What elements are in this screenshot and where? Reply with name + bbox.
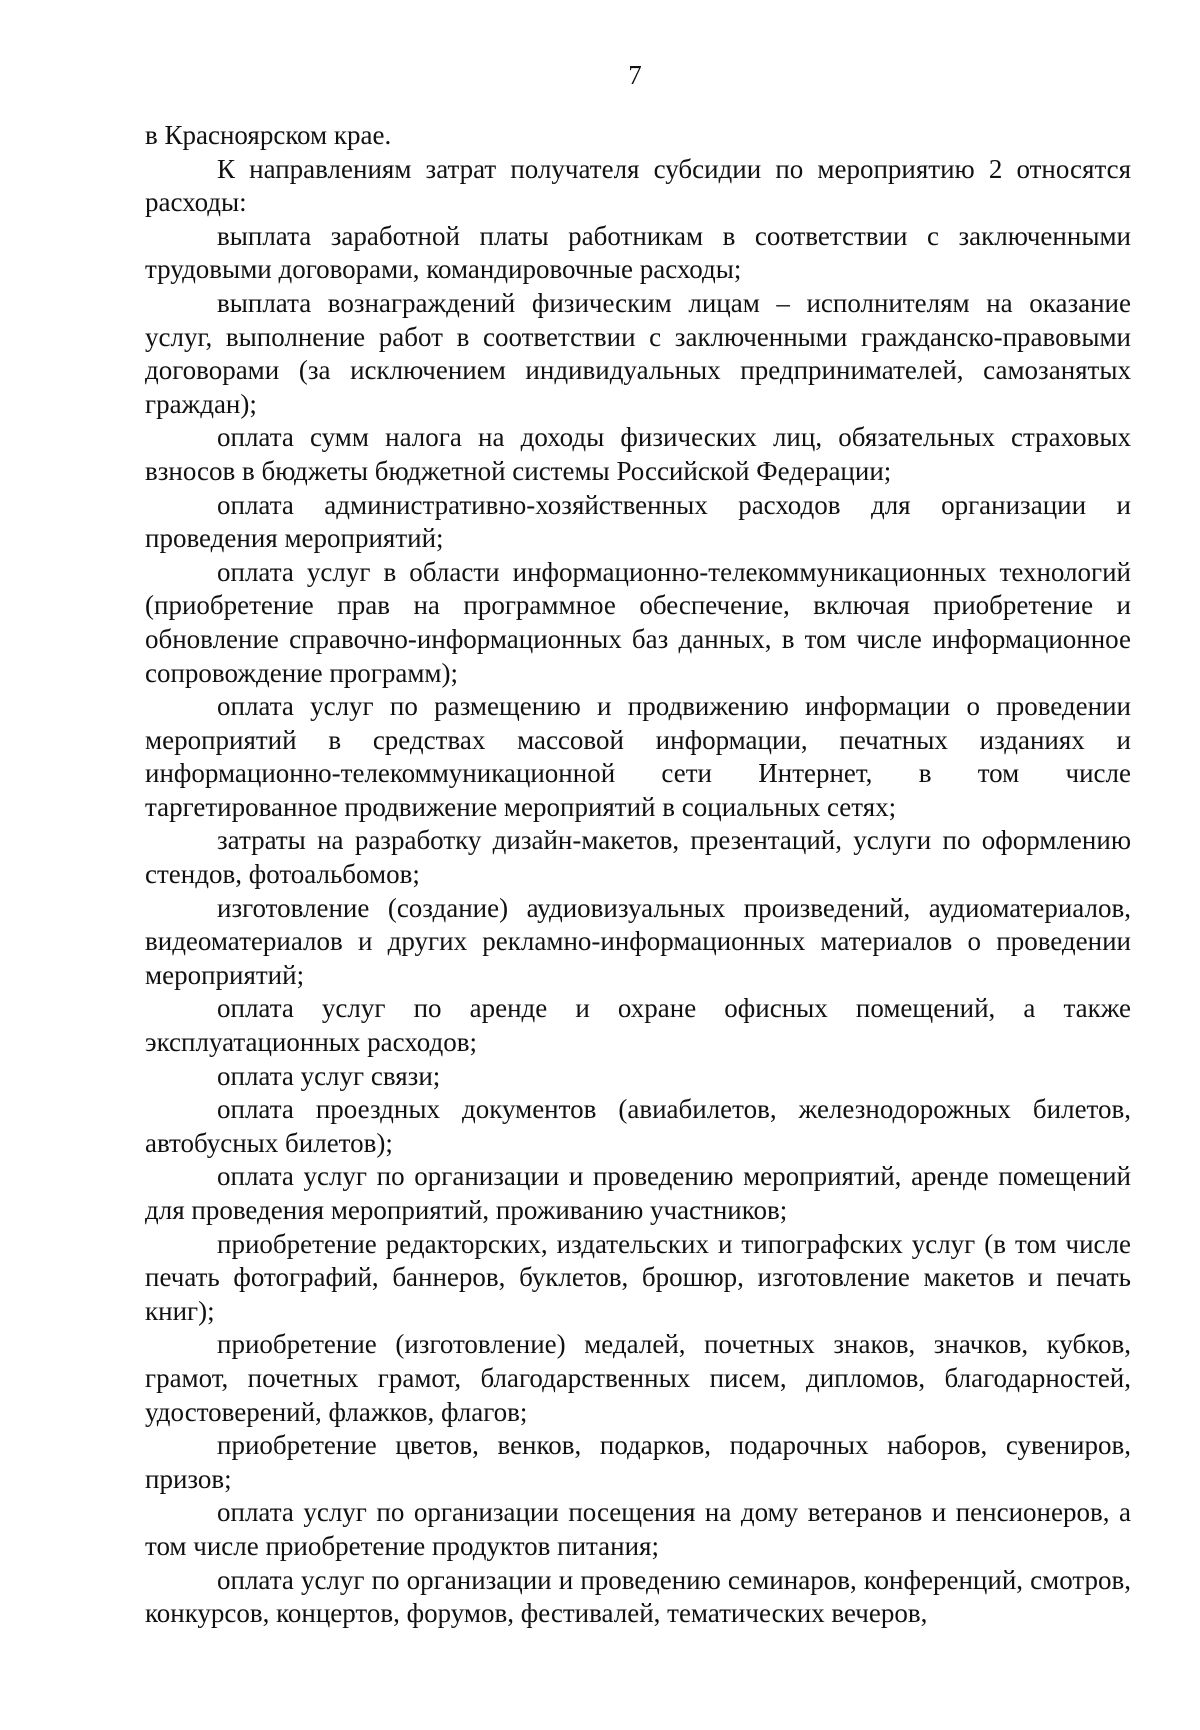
paragraph-list-item: оплата услуг в области информационно-телекоммуникационных технологий (приобретение прав на программное обеспечение, включая приобретение и обновление справочно-информационных баз данных, в том числе информационное сопровождение программ); bbox=[145, 556, 1131, 688]
paragraph-cost-directions-intro: К направлениям затрат получателя субсидии по мероприятию 2 относятся расходы: bbox=[145, 153, 1131, 218]
paragraph-list-item: оплата услуг по организации и проведению мероприятий, аренде помещений для проведения мероприятий, проживанию участников; bbox=[145, 1161, 1131, 1225]
paragraph-list-item: приобретение (изготовление) медалей, почетных знаков, значков, кубков, грамот, почетных грамот, благодарственных писем, дипломов, благодарностей, удостоверений, флажков, флагов; bbox=[145, 1329, 1131, 1427]
paragraph-list-item: приобретение редакторских, издательских и типографских услуг (в том числе печать фотографий, баннеров, буклетов, брошюр, изготовление макетов и печать книг); bbox=[145, 1228, 1131, 1326]
paragraph-list-item: выплата заработной платы работникам в соответствии с заключенными трудовыми договорами, командировочные расходы; bbox=[145, 220, 1131, 285]
page-number: 7 bbox=[628, 60, 642, 90]
paragraph-list-item: оплата услуг по организации посещения на дому ветеранов и пенсионеров, а том числе приобретение продуктов питания; bbox=[145, 1497, 1131, 1561]
paragraph-list-item: оплата услуг связи; bbox=[217, 1060, 441, 1091]
paragraph-list-item: выплата вознаграждений физическим лицам – исполнителям на оказание услуг, выполнение работ в соответствии с заключенными гражданско-правовыми договорами (за исключением индивидуальных предпринимателей, самозанятых граждан); bbox=[145, 287, 1131, 419]
paragraph-list-item: изготовление (создание) аудиовизуальных произведений, аудиоматериалов, видеоматериалов и других рекламно-информационных материалов о проведении мероприятий; bbox=[145, 892, 1131, 990]
paragraph-list-item: оплата сумм налога на доходы физических лиц, обязательных страховых взносов в бюджеты бюджетной системы Российской Федерации; bbox=[145, 422, 1131, 486]
paragraph-list-item: оплата административно-хозяйственных расходов для организации и проведения мероприятий; bbox=[145, 489, 1131, 554]
paragraph-list-item: затраты на разработку дизайн-макетов, презентаций, услуги по оформлению стендов, фотоальбомов; bbox=[145, 825, 1131, 890]
paragraph-list-item: оплата услуг по размещению и продвижению информации о проведении мероприятий в средствах массовой информации, печатных изданиях и информационно-телекоммуникационной сети Интернет, в том числе таргетированное продвижение мероприятий в социальных сетях; bbox=[145, 691, 1131, 822]
paragraph-list-item: оплата проездных документов (авиабилетов, железнодорожных билетов, автобусных билетов); bbox=[145, 1094, 1131, 1158]
paragraph-list-item: оплата услуг по аренде и охране офисных помещений, а также эксплуатационных расходов; bbox=[145, 993, 1131, 1058]
document-body bbox=[145, 119, 1131, 1631]
paragraph-continuation: в Красноярском крае. bbox=[145, 120, 392, 150]
paragraph-list-item: приобретение цветов, венков, подарков, подарочных наборов, сувениров, призов; bbox=[145, 1430, 1131, 1494]
paragraph-list-item: оплата услуг по организации и проведению семинаров, конференций, смотров, конкурсов, концертов, форумов, фестивалей, тематических вечеров, bbox=[145, 1564, 1131, 1629]
